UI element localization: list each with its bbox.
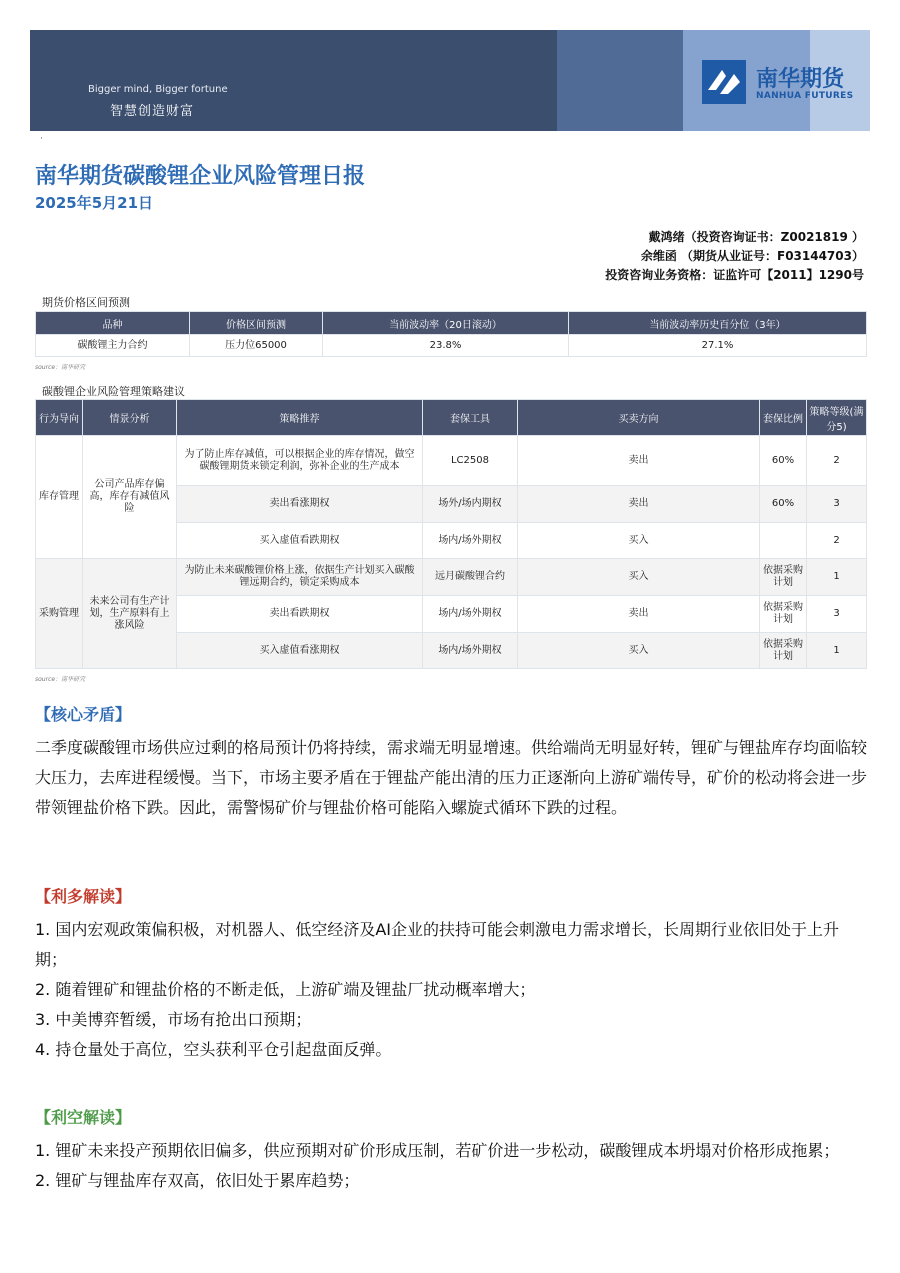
bearish-list [35,1136,870,1196]
direction-cell: 买入 [518,633,760,669]
strategy-cell: 卖出看跌期权 [177,596,423,633]
logo-text-english: NANHUA FUTURES [756,91,854,101]
logo-text-chinese: 南华期货 [756,67,845,92]
direction-cell: 卖出 [518,486,760,523]
source-note: source：南华研究 [35,364,86,371]
nanhua-logo-icon [702,60,746,104]
report-title: 南华期货碳酸锂企业风险管理日报 [35,164,366,189]
orientation-cell: 采购管理 [36,559,83,669]
bullish-heading: 【利多解读】 [35,887,132,906]
ratio-cell: 依据采购计划 [760,596,807,633]
direction-cell: 卖出 [518,436,760,486]
list-item: 4. 持仓量处于高位，空头获利平仓引起盘面反弹。 [35,1040,392,1059]
table-cell: 碳酸锂主力合约 [36,335,190,357]
strategy-cell: 为了防止库存减值，可以根据企业的库存情况，做空碳酸锂期货来锁定利润，弥补企业的生产成本 [177,436,423,486]
list-item: 1. 国内宏观政策偏积极，对机器人、低空经济及AI企业的扶持可能会刺激电力需求增长，长周期行业依旧处于上升期； [35,920,840,969]
table-cell: 23.8% [323,335,569,357]
bullet-dot: · [40,134,43,144]
bullish-list [35,915,870,1065]
table-header: 行为导向 [36,400,83,436]
grade-cell: 3 [807,596,867,633]
table-header: 当前波动率历史百分位（3年） [569,312,867,335]
company-logo [702,60,870,106]
table-header: 情景分析 [83,400,177,436]
grade-cell: 3 [807,486,867,523]
list-item: 2. 锂矿与锂盐库存双高，依旧处于累库趋势； [35,1171,360,1190]
direction-cell: 卖出 [518,596,760,633]
banner-stripe [557,30,683,131]
table-cell: 压力位65000 [190,335,323,357]
bearish-heading: 【利空解读】 [35,1108,132,1127]
price-table-label: 期货价格区间预测 [42,296,130,309]
list-item: 2. 随着锂矿和锂盐价格的不断走低，上游矿端及锂盐厂扰动概率增大； [35,980,536,999]
ratio-cell [760,523,807,559]
strategy-cell: 买入虚值看涨期权 [177,633,423,669]
tool-cell: 远月碳酸锂合约 [423,559,518,596]
tool-cell: 场内/场外期权 [423,596,518,633]
ratio-cell: 60% [760,486,807,523]
table-header: 策略推荐 [177,400,423,436]
list-item: 1. 锂矿未来投产预期依旧偏多，供应预期对矿价形成压制，若矿价进一步松动，碳酸锂成本坍塌对价格形成拖累； [35,1141,840,1160]
core-heading: 【核心矛盾】 [35,705,132,724]
grade-cell: 1 [807,559,867,596]
table-cell: 27.1% [569,335,867,357]
strategy-table [35,399,867,669]
orientation-cell: 库存管理 [36,436,83,559]
author-line: 戴鸿绪（投资咨询证书：Z0021819 ） [648,230,864,244]
ratio-cell: 依据采购计划 [760,559,807,596]
list-item: 3. 中美博弈暂缓，市场有抢出口预期； [35,1010,312,1029]
direction-cell: 买入 [518,559,760,596]
tool-cell: LC2508 [423,436,518,486]
author-block [605,228,864,285]
slogan-chinese: 智慧创造财富 [110,104,195,119]
table-header: 买卖方向 [518,400,760,436]
tool-cell: 场外/场内期权 [423,486,518,523]
grade-cell: 2 [807,523,867,559]
ratio-cell: 依据采购计划 [760,633,807,669]
core-paragraph: 二季度碳酸锂市场供应过剩的格局预计仍将持续，需求端无明显增速。供给端尚无明显好转，锂矿与锂盐库存均面临较大压力，去库进程缓慢。当下，市场主要矛盾在于锂盐产能出清的压力正逐渐向上游矿端传导，矿价的松动将会进一步带领锂盐价格下跌。因此，需警惕矿价与锂盐价格可能陷入螺旋式循环下跌的过程。 [35,738,868,817]
scenario-cell: 未来公司有生产计划，生产原料有上涨风险 [83,559,177,669]
table-header: 当前波动率（20日滚动） [323,312,569,335]
grade-cell: 2 [807,436,867,486]
strategy-table-label: 碳酸锂企业风险管理策略建议 [42,385,185,398]
report-date: 2025年5月21日 [35,194,154,212]
price-forecast-table [35,311,867,357]
header-banner [30,30,870,131]
tool-cell: 场内/场外期权 [423,633,518,669]
table-header: 品种 [36,312,190,335]
license-line: 投资咨询业务资格：证监许可【2011】1290号 [605,268,864,282]
source-note: source：南华研究 [35,676,86,683]
table-header: 策略等级(满分5) [807,400,867,436]
direction-cell: 买入 [518,523,760,559]
strategy-cell: 卖出看涨期权 [177,486,423,523]
table-header: 套保工具 [423,400,518,436]
strategy-cell: 为防止未来碳酸锂价格上涨，依据生产计划买入碳酸锂远期合约，锁定采购成本 [177,559,423,596]
strategy-cell: 买入虚值看跌期权 [177,523,423,559]
tool-cell: 场内/场外期权 [423,523,518,559]
grade-cell: 1 [807,633,867,669]
slogan-english: Bigger mind, Bigger fortune [88,84,228,95]
table-header: 价格区间预测 [190,312,323,335]
ratio-cell: 60% [760,436,807,486]
author-line: 余维函 （期货从业证号：F03144703） [640,249,864,263]
scenario-cell: 公司产品库存偏高，库存有减值风险 [83,436,177,559]
table-header: 套保比例 [760,400,807,436]
